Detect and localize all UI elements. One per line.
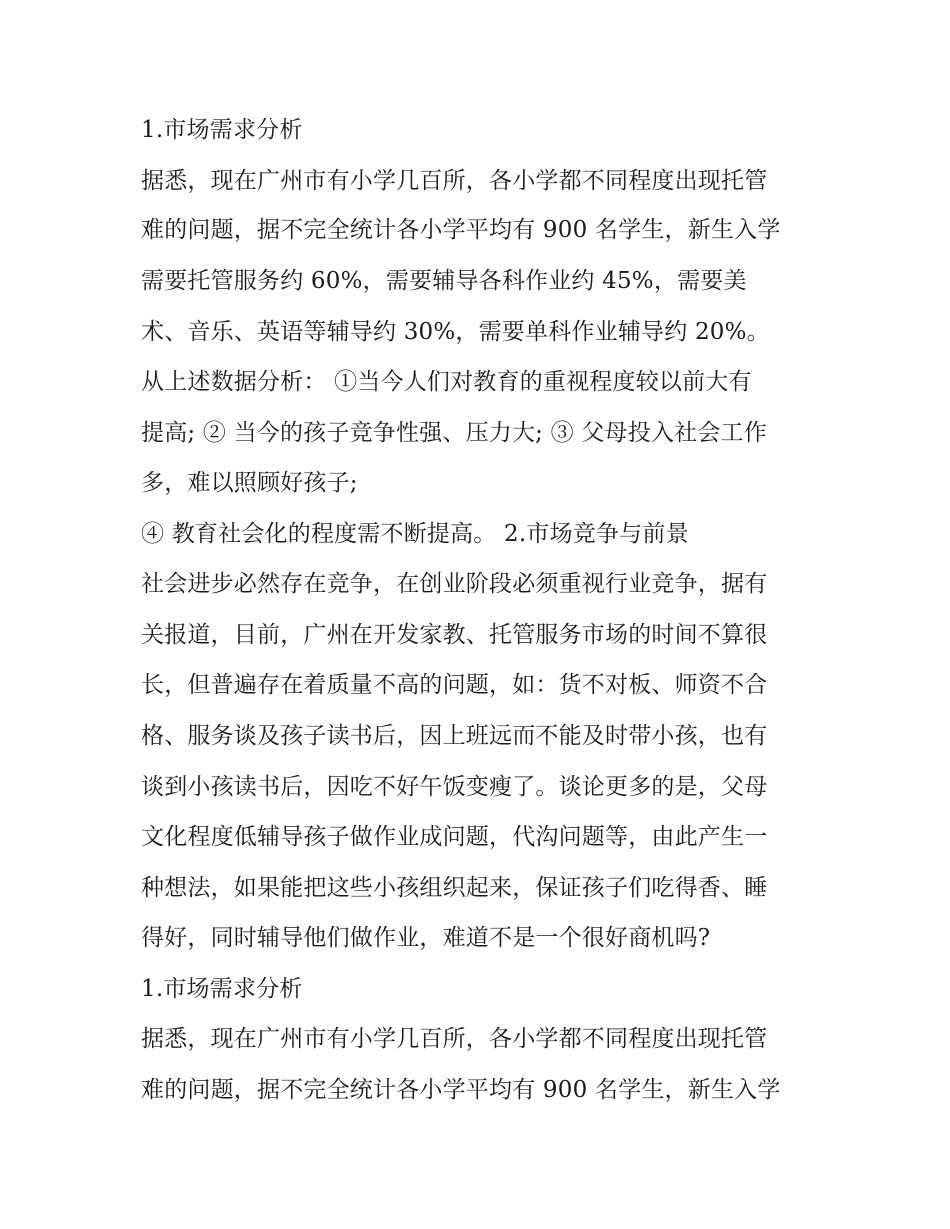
text-line: 术、音乐、英语等辅导约 30%，需要单科作业辅导约 20%。 [141, 319, 770, 345]
text-line: 从上述数据分析： ①当今人们对教育的重视程度较以前大有 [141, 369, 752, 395]
text-line: 难的问题，据不完全统计各小学平均有 900 名学生，新生入学 [141, 217, 781, 243]
text-line: 格、服务谈及孩子读书后，因上班远而不能及时带小孩，也有 [141, 723, 768, 749]
text-line: 谈到小孩读书后，因吃不好午饭变瘦了。谈论更多的是，父母 [141, 774, 768, 800]
text-line: 文化程度低辅导孩子做作业成问题，代沟问题等，由此产生一 [141, 824, 768, 850]
text-line: 得好，同时辅导他们做作业，难道不是一个很好商机吗? [141, 925, 711, 951]
text-line: 据悉，现在广州市有小学几百所，各小学都不同程度出现托管 [141, 168, 768, 194]
heading-market-demand-analysis-repeat: 1.市场需求分析 [141, 976, 303, 1002]
text-line: 难的问题，据不完全统计各小学平均有 900 名学生，新生入学 [141, 1077, 781, 1103]
text-line: 需要托管服务约 60%，需要辅导各科作业约 45%，需要美 [141, 268, 747, 294]
text-line: 社会进步必然存在竞争，在创业阶段必须重视行业竞争，据有 [141, 571, 768, 597]
heading-market-demand-analysis: 1.市场需求分析 [141, 117, 303, 143]
text-line: 关报道，目前，广州在开发家教、托管服务市场的时间不算很 [141, 622, 768, 648]
text-line: 据悉，现在广州市有小学几百所，各小学都不同程度出现托管 [141, 1026, 768, 1052]
text-line: ④ 教育社会化的程度需不断提高。 2.市场竞争与前景 [141, 521, 689, 547]
text-line: 种想法，如果能把这些小孩组织起来，保证孩子们吃得香、睡 [141, 875, 768, 901]
text-line: 长，但普遍存在着质量不高的问题，如：货不对板、师资不合 [141, 672, 768, 698]
text-line: 提高; ② 当今的孩子竞争性强、压力大; ③ 父母投入社会工作 [141, 420, 767, 446]
text-line: 多，难以照顾好孩子; [141, 470, 358, 496]
